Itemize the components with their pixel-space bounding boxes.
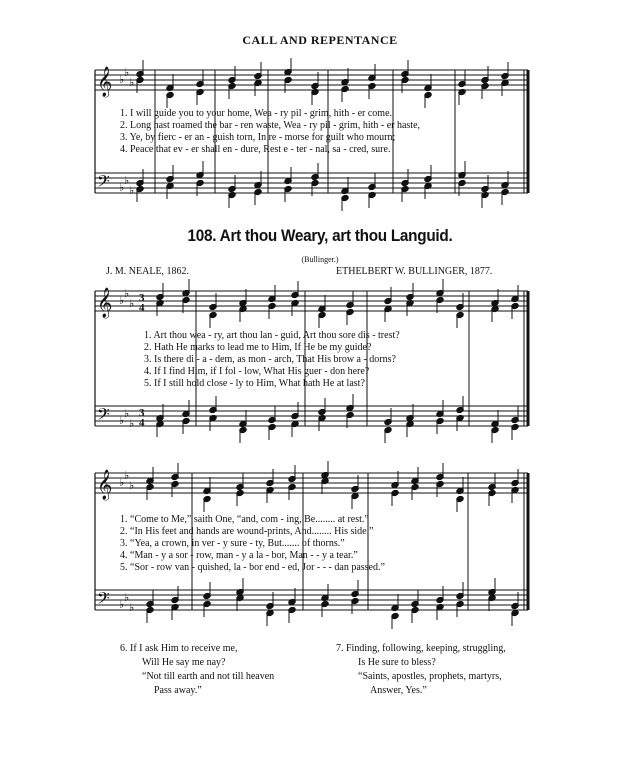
verse-line: Will He say me nay? (142, 657, 226, 668)
treble-clef-icon: 𝄞 (97, 67, 113, 97)
verse-line: 3. “Yea, a crown, in ver - y sure - ty, But....... of thorns.” (120, 538, 345, 549)
time-signature: 3 (139, 292, 145, 304)
flat-icon: ♭ (129, 480, 135, 492)
verse-line: 5. If I still hold close - ly to Him, What hath He at last? (144, 378, 365, 389)
verse-line: 1. I will guide you to your home, Wea - ry pil - grim, hith - er come. (120, 108, 393, 119)
time-signature: 4 (139, 302, 145, 314)
verse-line: 3. Is there di - a - dem, as mon - arch, That His brow a - dorns? (144, 354, 396, 365)
verse-line: 3. Ye, by fierc - er an - guish torn, In re - morse for guilt who mourn; (120, 132, 396, 143)
flat-icon: ♭ (124, 408, 130, 420)
flat-icon: ♭ (129, 602, 135, 614)
bass-clef-icon: 𝄢 (97, 404, 110, 428)
bass-clef-icon: 𝄢 (97, 588, 110, 612)
verse-line: 2. Long hast roamed the bar - ren waste, Wea - ry pil - grim, hith - er haste, (120, 120, 421, 131)
flat-icon: ♭ (129, 418, 135, 430)
verse-line: 4. Peace that ev - er shall en - dure, Rest e - ter - nal, sa - cred, sure. (120, 144, 391, 155)
time-signature: 4 (139, 417, 145, 429)
flat-icon: ♭ (129, 185, 135, 197)
system2-lyrics (120, 514, 385, 574)
flat-icon: ♭ (124, 592, 130, 604)
verse-line: 6. If I ask Him to receive me, (120, 643, 238, 654)
treble-clef-icon: 𝄞 (97, 288, 113, 318)
page-header: CALL AND REPENTANCE (242, 33, 398, 47)
composer-credit: ETHELBERT W. BULLINGER, 1877. (336, 266, 493, 277)
verse-line: 2. “In His feet and hands are wound-prints, And........ His side.” (120, 526, 374, 537)
flat-icon: ♭ (119, 74, 125, 86)
verse-6 (120, 642, 274, 698)
system1-lyrics (144, 330, 400, 390)
verse-line: 7. Finding, following, keeping, struggling, (336, 643, 506, 654)
flat-icon: ♭ (124, 175, 130, 187)
tune-name: (Bullinger.) (301, 255, 339, 264)
flat-icon: ♭ (124, 288, 130, 300)
flat-icon: ♭ (119, 477, 125, 489)
flat-icon: ♭ (119, 415, 125, 427)
verse-line: 5. “Sor - row van - quished, la - bor end - ed, Jor - - - dan passed.” (120, 562, 385, 573)
verse-line: Pass away.” (154, 685, 202, 696)
author-credit: J. M. NEALE, 1862. (106, 266, 190, 277)
verse-line: 4. If I find Him, if I fol - low, What His guer - don here? (144, 366, 370, 377)
bass-clef-icon: 𝄢 (97, 171, 110, 195)
verse-line: 1. Art thou wea - ry, art thou lan - guid, Art thou sore dis - trest? (144, 330, 400, 341)
top-hymn-lyrics (120, 108, 420, 156)
verse-line: 2. Hath He marks to lead me to Him, If He be my guide? (144, 342, 372, 353)
flat-icon: ♭ (119, 599, 125, 611)
flat-icon: ♭ (129, 77, 135, 89)
flat-icon: ♭ (129, 298, 135, 310)
verse-line: 4. “Man - y a sor - row, man - y a la - bor, Man - - y a tear.” (120, 550, 358, 561)
verse-line: Answer, Yes.” (370, 685, 427, 696)
verse-7 (336, 642, 506, 698)
verse-line: 1. “Come to Me,” saith One, “and, com - ing, Be........ at rest.” (120, 514, 369, 525)
hymn-title: 108. Art thou Weary, art thou Languid. (187, 226, 453, 245)
treble-clef-icon: 𝄞 (97, 470, 113, 500)
time-signature: 3 (139, 407, 145, 419)
flat-icon: ♭ (119, 182, 125, 194)
verse-line: Is He sure to bless? (358, 657, 436, 668)
verse-line: “Not till earth and not till heaven (142, 671, 275, 682)
verse-line: “Saints, apostles, prophets, martyrs, (358, 671, 502, 682)
flat-icon: ♭ (124, 67, 130, 79)
flat-icon: ♭ (124, 470, 130, 482)
flat-icon: ♭ (119, 295, 125, 307)
